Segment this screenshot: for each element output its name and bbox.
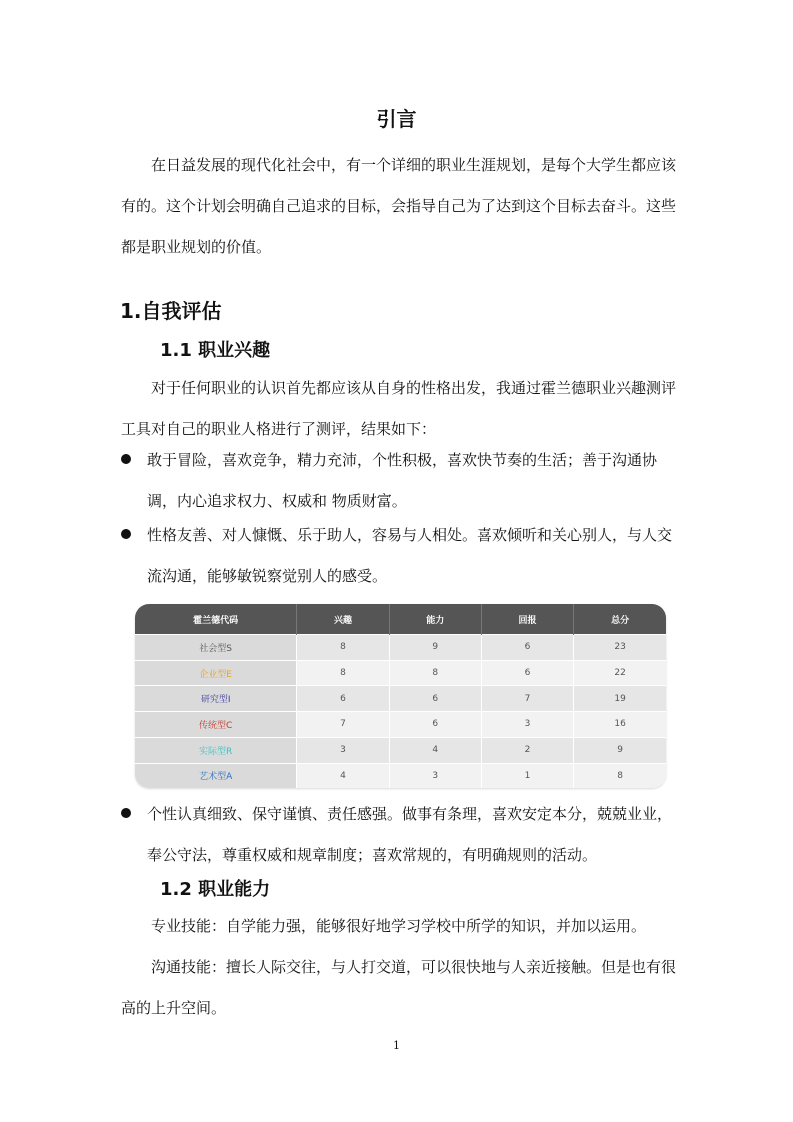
table-cell: 6 [481, 635, 573, 661]
interest-intro-paragraph: 对于任何职业的认识首先都应该从自身的性格出发，我通过霍兰德职业兴趣测评工具对自己的职业人格进行了测评，结果如下： [121, 379, 677, 438]
table-cell: 19 [574, 686, 666, 712]
table-cell-code: 实际型R [135, 737, 297, 763]
table-cell: 3 [481, 712, 573, 738]
bullet-text: 个性认真细致、保守谨慎、责任感强。做事有条理，喜欢安定本分，兢兢业业，奉公守法，尊重权威和规章制度；喜欢常规的，有明确规则的活动。 [147, 805, 673, 864]
intro-paragraph: 在日益发展的现代化社会中，有一个详细的职业生涯规划，是每个大学生都应该有的。这个计划会明确自己追求的目标，会指导自己为了达到这个目标去奋斗。这些都是职业规划的价值。 [121, 156, 677, 256]
page-number: 1 [393, 1039, 400, 1052]
table-row [135, 635, 666, 661]
table-cell: 4 [297, 763, 389, 788]
table-cell-code: 艺术型A [135, 763, 297, 788]
table-cell: 8 [574, 763, 666, 788]
table-header-cell: 能力 [389, 604, 481, 635]
ability-paragraph-1: 专业技能：自学能力强，能够很好地学习学校中所学的知识，并加以运用。 [151, 917, 647, 935]
table-header-cell: 兴趣 [297, 604, 389, 635]
bullet-dot [121, 454, 131, 464]
ability-paragraph-2: 沟通技能：擅长人际交往，与人打交道，可以很快地与人亲近接触。但是也有很高的上升空间。 [121, 958, 677, 1017]
table-cell: 9 [389, 635, 481, 661]
bullet-text: 性格友善、对人慷慨、乐于助人，容易与人相处。喜欢倾听和关心别人，与人交流沟通，能够敏锐察觉别人的感受。 [147, 526, 673, 585]
table-cell: 3 [389, 763, 481, 788]
table-cell: 8 [389, 660, 481, 686]
table-header-cell: 霍兰德代码 [135, 604, 297, 635]
table-cell-code: 传统型C [135, 712, 297, 738]
table-cell: 6 [389, 686, 481, 712]
subsection-heading-interest: 1.1 职业兴趣 [160, 340, 271, 361]
bullet-item [121, 440, 676, 522]
table-cell: 16 [574, 712, 666, 738]
table-cell: 6 [481, 660, 573, 686]
subsection-heading-ability: 1.2 职业能力 [160, 879, 271, 900]
table-cell: 6 [297, 686, 389, 712]
table-header-cell: 总分 [574, 604, 666, 635]
table-cell: 1 [481, 763, 573, 788]
table-row [135, 737, 666, 763]
table-cell: 23 [574, 635, 666, 661]
table-cell: 7 [481, 686, 573, 712]
table-cell: 4 [389, 737, 481, 763]
table-row [135, 763, 666, 788]
table-cell-code: 企业型E [135, 660, 297, 686]
section-heading: 1.自我评估 [120, 299, 222, 323]
table-cell-code: 社会型S [135, 635, 297, 661]
table-cell: 7 [297, 712, 389, 738]
table-cell: 9 [574, 737, 666, 763]
bullet-dot [121, 529, 131, 539]
table-cell-code: 研究型I [135, 686, 297, 712]
bullet-item [121, 515, 676, 597]
table-cell: 6 [389, 712, 481, 738]
table-cell: 22 [574, 660, 666, 686]
table-cell: 2 [481, 737, 573, 763]
table-row [135, 712, 666, 738]
bullet-text: 敢于冒险，喜欢竞争，精力充沛，个性积极，喜欢快节奏的生活；善于沟通协调，内心追求权力、权威和 物质财富。 [147, 451, 658, 510]
table-cell: 8 [297, 635, 389, 661]
bullet-item [121, 794, 676, 876]
holland-table [135, 604, 666, 788]
bullet-dot [121, 808, 131, 818]
table-header-cell: 回报 [481, 604, 573, 635]
table-cell: 3 [297, 737, 389, 763]
table-row [135, 686, 666, 712]
table-header-row [135, 604, 666, 635]
page-title: 引言 [376, 107, 417, 131]
table-cell: 8 [297, 660, 389, 686]
table-row [135, 660, 666, 686]
